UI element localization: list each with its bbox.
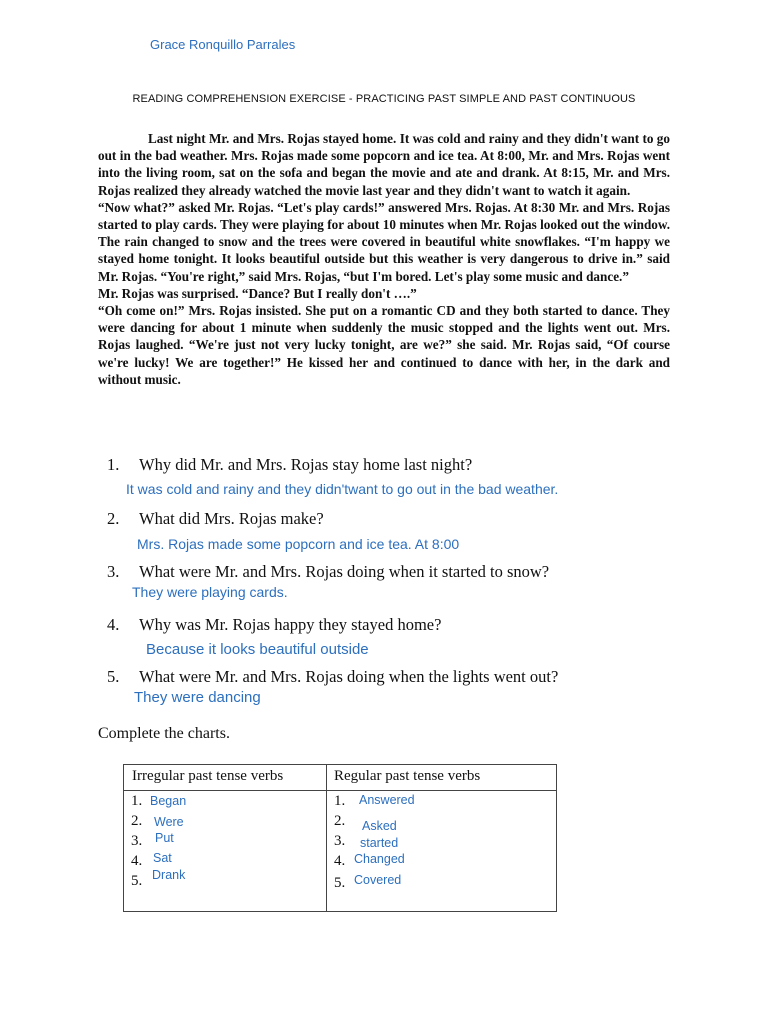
question-text: Why was Mr. Rojas happy they stayed home? <box>139 615 442 634</box>
question-text: What were Mr. and Mrs. Rojas doing when the lights went out? <box>139 667 559 686</box>
exercise-title: READING COMPREHENSION EXERCISE - PRACTICING PAST SIMPLE AND PAST CONTINUOUS <box>132 93 636 105</box>
regular-header: Regular past tense verbs <box>334 768 481 784</box>
question-number: 3. <box>107 562 120 581</box>
passage-paragraph: Mr. Rojas was surprised. “Dance? But I really don't ….” <box>98 285 417 301</box>
header-divider <box>124 790 556 791</box>
row-number: 4. <box>131 853 143 869</box>
column-divider <box>326 765 327 911</box>
question-1 <box>107 455 472 475</box>
irregular-verb[interactable]: Sat <box>153 851 172 865</box>
row-number: 1. <box>131 793 143 809</box>
question-2 <box>107 509 324 529</box>
irregular-verb[interactable]: Drank <box>152 868 186 882</box>
passage-paragraph: Last night Mr. and Mrs. Rojas stayed home. It was cold and rainy and they didn't want to go out in the bad weather. Mrs. Rojas made some popcorn and ice tea. At 8:00, Mr. and Mrs. Rojas went into the living room, sat on the sofa and began the movie and ate and drank. At 8:15, Mr. and Mrs. Rojas realized they already watched the movie last year and they didn't want to watch it again. <box>98 131 670 198</box>
irregular-verb[interactable]: Were <box>154 815 184 829</box>
question-5 <box>107 667 558 687</box>
regular-verb[interactable]: Covered <box>354 873 402 887</box>
row-number: 5. <box>334 875 346 891</box>
question-3 <box>107 562 549 582</box>
row-number: 2. <box>334 813 346 829</box>
answer-4[interactable]: Because it looks beautiful outside <box>146 641 369 658</box>
verbs-chart <box>123 764 557 912</box>
question-text: What did Mrs. Rojas make? <box>139 509 324 528</box>
row-number: 2. <box>131 813 143 829</box>
answer-5[interactable]: They were dancing <box>134 689 261 706</box>
reading-passage <box>98 130 670 388</box>
row-number: 3. <box>131 833 143 849</box>
regular-verb[interactable]: Answered <box>359 793 415 807</box>
question-number: 5. <box>107 667 120 686</box>
regular-verb[interactable]: started <box>360 836 399 850</box>
regular-verb[interactable]: Changed <box>354 852 405 866</box>
irregular-verb[interactable]: Began <box>150 794 187 808</box>
answer-3[interactable]: They were playing cards. <box>132 584 288 600</box>
irregular-verb[interactable]: Put <box>155 831 174 845</box>
row-number: 3. <box>334 833 346 849</box>
answer-1[interactable]: It was cold and rainy and they didn'twant to go out in the bad weather. <box>126 481 559 497</box>
question-4 <box>107 615 441 635</box>
author-name: Grace Ronquillo Parrales <box>150 37 296 52</box>
question-text: What were Mr. and Mrs. Rojas doing when it started to snow? <box>139 562 550 581</box>
answer-2[interactable]: Mrs. Rojas made some popcorn and ice tea. At 8:00 <box>137 536 460 552</box>
row-number: 5. <box>131 873 143 889</box>
passage-paragraph: “Oh come on!” Mrs. Rojas insisted. She put on a romantic CD and they both started to dance. They were dancing for about 1 minute when suddenly the music stopped and the lights went out. Mrs. Rojas laughed. “We're just not very lucky tonight, are we?” she said. Mr. Rojas said, “Of course we're lucky! We are together!” He kissed her and continued to dance with her, in the dark and without music. <box>98 303 670 387</box>
question-text: Why did Mr. and Mrs. Rojas stay home last night? <box>139 455 473 474</box>
irregular-header: Irregular past tense verbs <box>132 768 284 784</box>
regular-verb[interactable]: Asked <box>362 819 397 833</box>
passage-paragraph: “Now what?” asked Mr. Rojas. “Let's play cards!” answered Mrs. Rojas. At 8:30 Mr. and Mrs. Rojas started to play cards. They were playing for about 10 minutes when Mr. Rojas looked out the window. The rain changed to snow and the trees were covered in beautiful white snowflakes. “I'm happy we stayed home tonight. It looks beautiful outside but this weather is very dangerous to drive in.” said Mr. Rojas. “You're right,” said Mrs. Rojas, “but I'm bored. Let's play some music and dance.” <box>98 199 670 284</box>
question-number: 4. <box>107 615 120 634</box>
row-number: 4. <box>334 853 346 869</box>
question-number: 2. <box>107 509 120 528</box>
complete-charts-label: Complete the charts. <box>98 725 230 742</box>
question-number: 1. <box>107 455 120 474</box>
row-number: 1. <box>334 793 346 809</box>
